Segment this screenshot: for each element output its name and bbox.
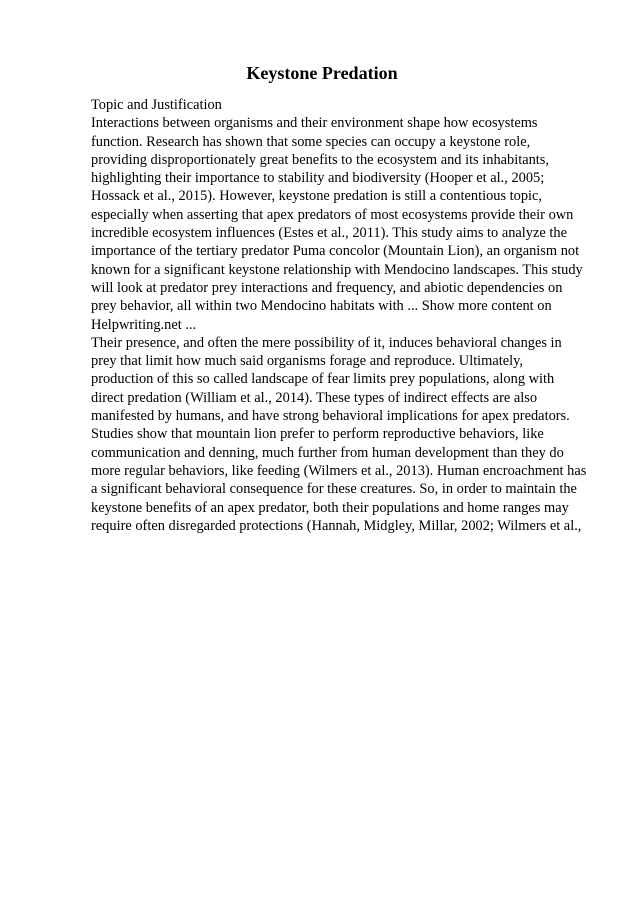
text-line: require often disregarded protections (Hannah, Midgley, Millar, 2002; Wilmers et al., [91, 517, 582, 534]
document-title: Keystone Predation [246, 63, 398, 83]
text-line: Studies show that mountain lion prefer to perform reproductive behaviors, like [91, 426, 544, 443]
text-line: a significant behavioral consequence for these creatures. So, in order to maintain the [91, 481, 577, 498]
text-line: will look at predator prey interactions and frequency, and abiotic dependencies on [91, 279, 563, 296]
text-line: highlighting their importance to stability and biodiversity (Hooper et al., 2005; [91, 170, 545, 187]
text-line: manifested by humans, and have strong behavioral implications for apex predators. [91, 408, 570, 425]
text-line: providing disproportionately great benefits to the ecosystem and its inhabitants, [91, 151, 550, 168]
document-body [91, 96, 598, 535]
text-line: Interactions between organisms and their environment shape how ecosystems [91, 115, 538, 132]
text-line: direct predation (William et al., 2014). These types of indirect effects are also [91, 389, 538, 406]
text-line: Topic and Justification [91, 97, 222, 113]
text-line: keystone benefits of an apex predator, both their populations and home ranges may [91, 499, 569, 516]
text-line: more regular behaviors, like feeding (Wilmers et al., 2013). Human encroachment has [91, 462, 587, 479]
text-line: especially when asserting that apex predators of most ecosystems provide their own [91, 206, 574, 223]
text-line: production of this so called landscape of fear limits prey populations, along with [91, 371, 555, 388]
text-line: communication and denning, much further from human development than they do [91, 444, 564, 461]
text-line: Their presence, and often the mere possibility of it, induces behavioral changes in [91, 334, 562, 351]
text-line: importance of the tertiary predator Puma concolor (Mountain Lion), an organism not [91, 243, 580, 260]
text-line: Hossack et al., 2015). However, keystone predation is still a contentious topic, [91, 188, 543, 205]
text-line: prey that limit how much said organisms forage and reproduce. Ultimately, [91, 353, 524, 370]
text-line: prey behavior, all within two Mendocino habitats with ... Show more content on [91, 298, 552, 315]
text-line: Helpwriting.net ... [91, 316, 197, 333]
text-line: incredible ecosystem influences (Estes et al., 2011). This study aims to analyze the [91, 225, 567, 242]
text-line: function. Research has shown that some species can occupy a keystone role, [91, 133, 531, 150]
text-line: known for a significant keystone relationship with Mendocino landscapes. This study [91, 261, 583, 278]
